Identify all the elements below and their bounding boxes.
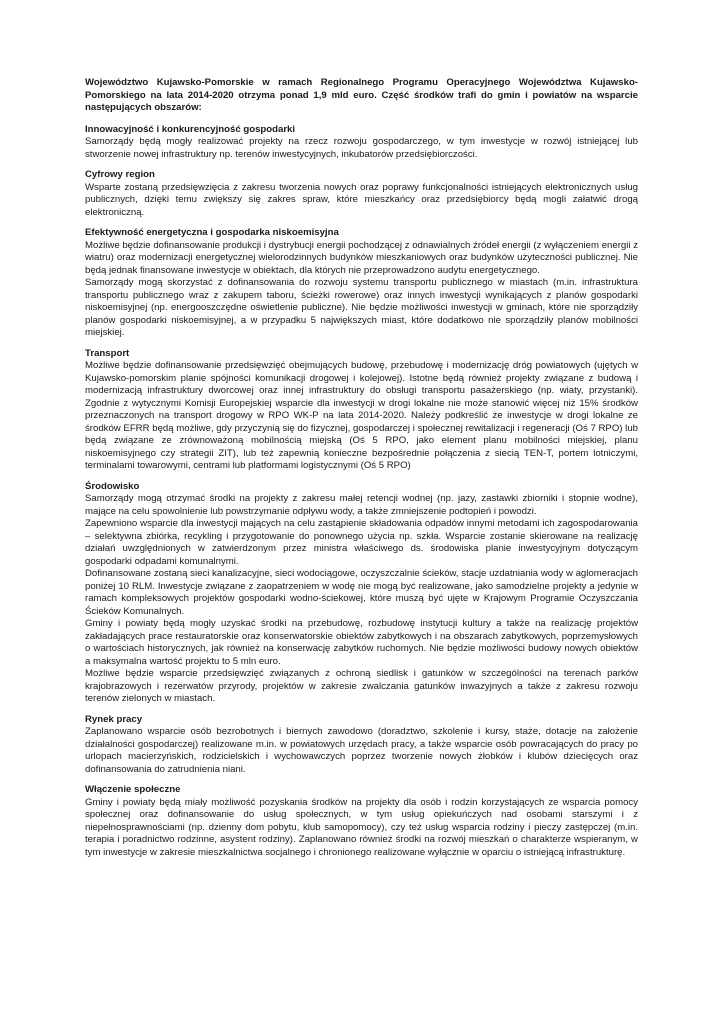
document-page	[85, 77, 638, 867]
section-paragraph: Samorządy będą mogły realizować projekty na rzecz rozwoju gospodarczego, w tym inwestycje w rozwój istniejącej lub stworzenie nowej infrastruktury np. terenów inwestycyjnych, inkubatorów przedsiębiorczości.	[85, 136, 638, 160]
section-efektywnosc-energetyczna	[85, 227, 638, 340]
section-transport	[85, 348, 638, 473]
section-rynek-pracy	[85, 714, 638, 777]
section-heading: Cyfrowy region	[85, 169, 155, 180]
section-paragraph: Możliwe będzie wsparcie przedsięwzięć związanych z ochroną siedlisk i gatunków w szczególności na terenach parków krajobrazowych i rezerwatów przyrody, projektów w zakresie zwalczania gatunków inwazyjnych a także z zakresu rozwoju terenów zielonych w miastach.	[85, 668, 638, 704]
section-heading: Włączenie społeczne	[85, 784, 181, 795]
section-paragraph: Gminy i powiaty będą mogły uzyskać środki na przebudowę, rozbudowę instytucji kultury a także na realizację projektów zakładających prace restauratorskie oraz konserwatorskie obiektów zabytkowych i na obszarach zabytkowych, poprzemysłowych o wartościach historycznych, jak również na konserwację zabytków ruchomych. Nie będzie możliwości budowy nowych obiektów a maksymalna wartość projektu to 5 mln euro.	[85, 618, 638, 667]
section-paragraph: Gminy i powiaty będą miały możliwość pozyskania środków na projekty dla osób i rodzin korzystających ze wsparcia pomocy społecznej oraz dofinansowanie do usług społecznych, w tym usług opiekuńczych nad osobami starszymi i z niepełnosprawnościami (np. dzienny dom pobytu, klub samopomocy), czy też usług wsparcia rodziny i pieczy zastępczej (m.in. terapia i poradnictwo rodzinne, asystent rodziny). Zaplanowano również środki na rozwój mieszkań o charakterze wspieranym, w tym inwestycje w zakresie mieszkalnictwa socjalnego i chronionego realizowane wyłącznie w oparciu o istniejącą infrastrukturę.	[85, 796, 638, 858]
section-heading: Rynek pracy	[85, 713, 143, 725]
section-heading: Efektywność energetyczna i gospodarka niskoemisyjna	[85, 227, 339, 238]
section-paragraph: Zaplanowano wsparcie osób bezrobotnych i biernych zawodowo (doradztwo, szkolenie i kursy, staże, dotacje na założenie działalności gospodarczej) realizowane m.in. w powiatowych urzędach pracy, a także wsparcie osób powracających do pracy po urlopach macierzyńskich, rodzicielskich i wychowawczych poprzez tworzenie nowych żłobków i klubów dziecięcych oraz dofinansowania do zatrudnienia niani.	[85, 726, 638, 775]
section-paragraph: Możliwe będzie dofinansowanie przedsięwzięć obejmujących budowę, przebudowę i modernizację dróg powiatowych (ujętych w Kujawsko-pomorskim planie spójności komunikacji drogowej i kolejowej). Istotne będą również projekty związane z budową i modernizacją infrastruktury dworcowej oraz innej infrastruktury do obsługi transportu pasażerskiego (np. wiaty, przystanki). Zgodnie z wytycznymi Komisji Europejskiej wsparcie dla inwestycji w drogi lokalne nie może stanowić więcej niż 15% środków przeznaczonych na transport drogowy w RPO WK-P na lata 2014-2020. Należy podkreślić że inwestycje w drogi lokalne ze środków EFRR będą możliwe, gdy przyczynią się do fizycznej, gospodarczej i społecznej rewitalizacji i regeneracji (Oś 7 RPO) lub będą związane ze zrównoważoną mobilnością miejską (Oś 5 RPO, jako element planu mobilności miejskiej, planu niskoemisyjnego czy strategii ZIT), lub też zapewnią konieczne bezpośrednie połączenia z siecią TEN-T, portem lotniczymi, terminalami towarowymi, centrami lub platformami logistycznymi (Oś 5 RPO)	[85, 360, 638, 471]
section-paragraph: Samorządy mogą skorzystać z dofinansowania do rozwoju systemu transportu publicznego w miastach (m.in. infrastruktura transportu publicznego wraz z zakupem taboru, ścieżki rowerowe) oraz innych inwestycji wynikających z planów gospodarki niskoemisyjnej (np. energooszczędne oświetlenie publiczne). Nie będzie możliwości inwestycji w gminach, które nie sporządziły planów gospodarki niskoemisyjnej, a w przypadku 5 największych miast, które dodatkowo nie sporządziły planów mobilności miejskiej.	[85, 277, 638, 338]
intro-paragraph: Województwo Kujawsko-Pomorskie w ramach Regionalnego Programu Operacyjnego Województwa Kujawsko-Pomorskiego na lata 2014-2020 otrzyma ponad 1,9 mld euro. Część środków trafi do gmin i powiatów na wsparcie następujących obszarów:	[85, 77, 638, 113]
section-innowacyjnosc	[85, 124, 638, 162]
section-srodowisko	[85, 481, 638, 706]
section-paragraph: Samorządy mogą otrzymać środki na projekty z zakresu małej retencji wodnej (np. jazy, zastawki zbiorniki i stopnie wodne), mające na celu spowolnienie lub powstrzymanie odpływu wody, a także zmniejszenie podtopień i powodzi.	[85, 493, 638, 517]
section-paragraph: Możliwe będzie dofinansowanie produkcji i dystrybucji energii pochodzącej z odnawialnych źródeł energii (z wyłączeniem energii z wiatru) oraz modernizacji energetycznej wielorodzinnych budynków mieszkaniowych oraz budynków użyteczności publicznej. Nie będą jednak finansowane inwestycje w obiektach, dla których nie przeprowadzono audytu energetycznego.	[85, 239, 638, 276]
section-paragraph: Wsparte zostaną przedsięwzięcia z zakresu tworzenia nowych oraz poprawy funkcjonalności istniejących elektronicznych usług publicznych, dzięki temu zwiększy się zakres spraw, które mieszkańcy oraz przedsiębiorcy będą mogli załatwić drogą elektroniczną.	[85, 181, 638, 218]
section-heading: Innowacyjność i konkurencyjność gospodarki	[85, 123, 296, 135]
section-paragraph: Zapewniono wsparcie dla inwestycji mających na celu zastąpienie składowania odpadów innymi metodami ich zagospodarowania – selektywna zbiórka, recykling i przygotowanie do ponownego użycia np. szkła. Wsparcie zostanie skierowane na realizację działań uwzględnionych w zatwierdzonym przez ministra właściwego ds. środowiska planie inwestycyjnym dotyczącym gospodarki odpadami komunalnymi.	[85, 518, 638, 567]
section-heading: Środowisko	[85, 480, 140, 492]
section-paragraph: Dofinansowane zostaną sieci kanalizacyjne, sieci wodociągowe, oczyszczalnie ścieków, stacje uzdatniania wody w aglomeracjach poniżej 10 RLM. Inwestycje związane z zaopatrzeniem w wodę nie mogą być realizowane, jako samodzielne projekty a jedynie w ramach kompleksowych projektów gospodarki wodno-ściekowej, które muszą być ujęte w Krajowym Programie Oczyszczania Ścieków Komunalnych.	[85, 568, 638, 617]
section-wlaczenie-spoleczne	[85, 784, 638, 859]
section-cyfrowy-region	[85, 169, 638, 219]
section-heading: Transport	[85, 347, 130, 359]
